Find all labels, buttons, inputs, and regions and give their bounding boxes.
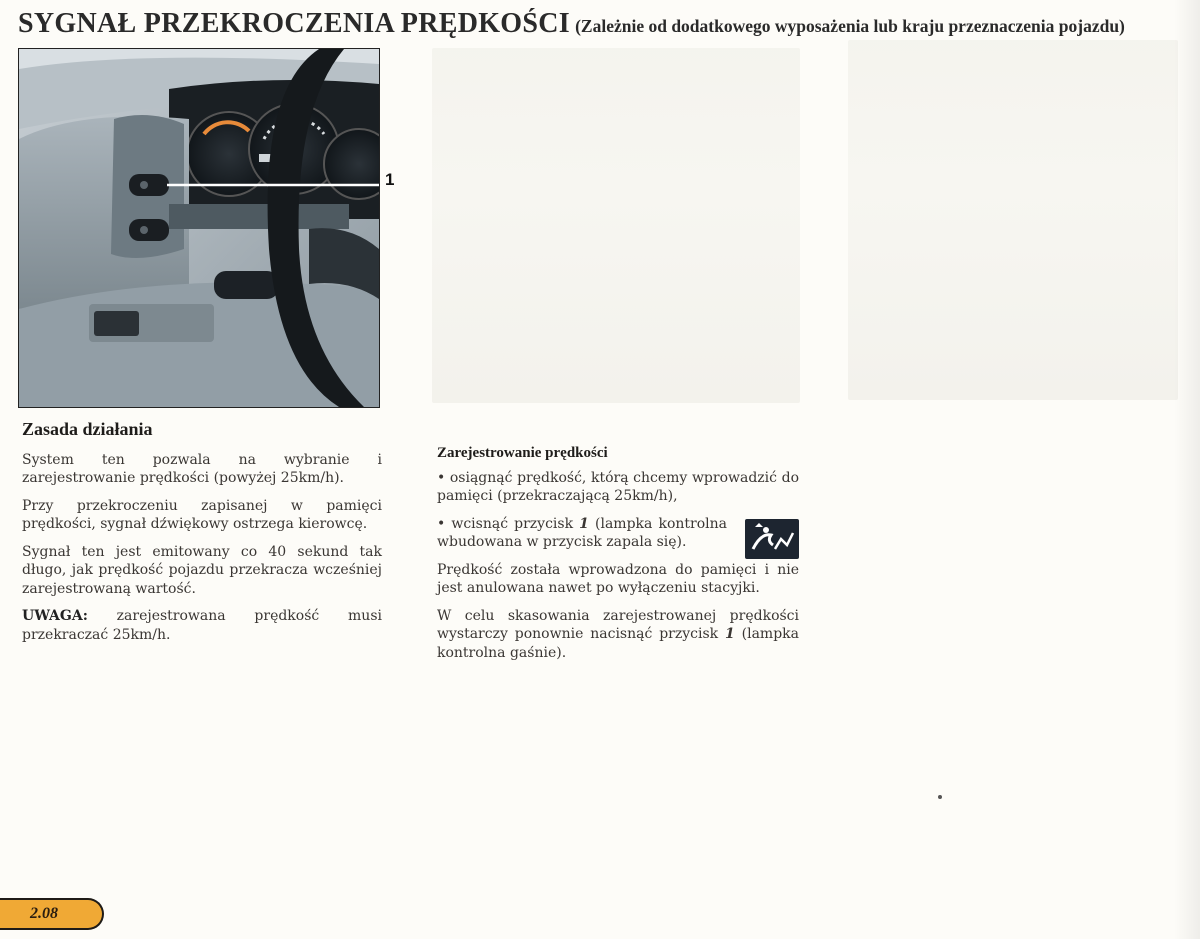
page-number: 2.08 <box>30 905 58 922</box>
section-heading-principle: Zasada działania <box>22 419 153 439</box>
bullet-item: • osiągnąć prędkość, którą chcemy wprowadzić do pamięci (przekraczającą 25km/h), <box>437 469 799 504</box>
speed-warning-lamp-icon <box>745 519 799 559</box>
title-subtitle: (Zależnie od dodatkowego wyposażenia lub kraju przeznaczenia pojazdu) <box>575 16 1125 36</box>
title-main: SYGNAŁ PRZEKROCZENIA PRĘDKOŚCI <box>18 8 570 39</box>
right-column <box>437 444 799 671</box>
print-speck <box>938 795 942 799</box>
bullet-item: • wcisnąć przycisk 1 (lampka kontrolna wbudowana w przycisk zapala się). <box>437 515 727 550</box>
note-label: UWAGA: <box>22 608 88 624</box>
paragraph: W celu skasowania zarejestrowanej prędkości wystarczy ponownie nacisnąć przycisk 1 (lampka kontrolna gaśnie). <box>437 607 800 661</box>
button-ref: 1 <box>725 626 735 642</box>
paragraph: System ten pozwala na wybranie i zarejestrowanie prędkości (powyżej 25km/h). <box>22 451 382 486</box>
reverse-page-ghost-left <box>432 48 800 403</box>
button-ref: 1 <box>579 515 589 532</box>
callout-label-1: 1 <box>385 170 395 189</box>
page-edge-shadow <box>1174 0 1200 939</box>
paragraph: Prędkość została wprowadzona do pamięci i nie jest anulowana nawet po wyłączeniu stacyjki. <box>437 561 799 596</box>
dashboard-photo <box>18 48 380 408</box>
left-column <box>22 420 382 653</box>
bullet-with-icon <box>437 515 799 552</box>
page-number-tab <box>0 898 104 930</box>
page-title <box>18 8 1193 40</box>
paragraph: Sygnał ten jest emitowany co 40 sekund tak długo, jak prędkość pojazdu przekracza wcześniej zarejestrowaną wartość. <box>22 543 382 597</box>
note-paragraph <box>22 607 382 644</box>
section-heading-registration: Zarejestrowanie prędkości <box>437 445 608 461</box>
reverse-page-ghost-right <box>848 40 1178 400</box>
note-text: zarejestrowana prędkość musi przekraczać 25km/h. <box>22 608 382 643</box>
paragraph: Przy przekroczeniu zapisanej w pamięci prędkości, sygnał dźwiękowy ostrzega kierowcę. <box>22 497 382 532</box>
dashboard-illustration <box>19 49 379 407</box>
